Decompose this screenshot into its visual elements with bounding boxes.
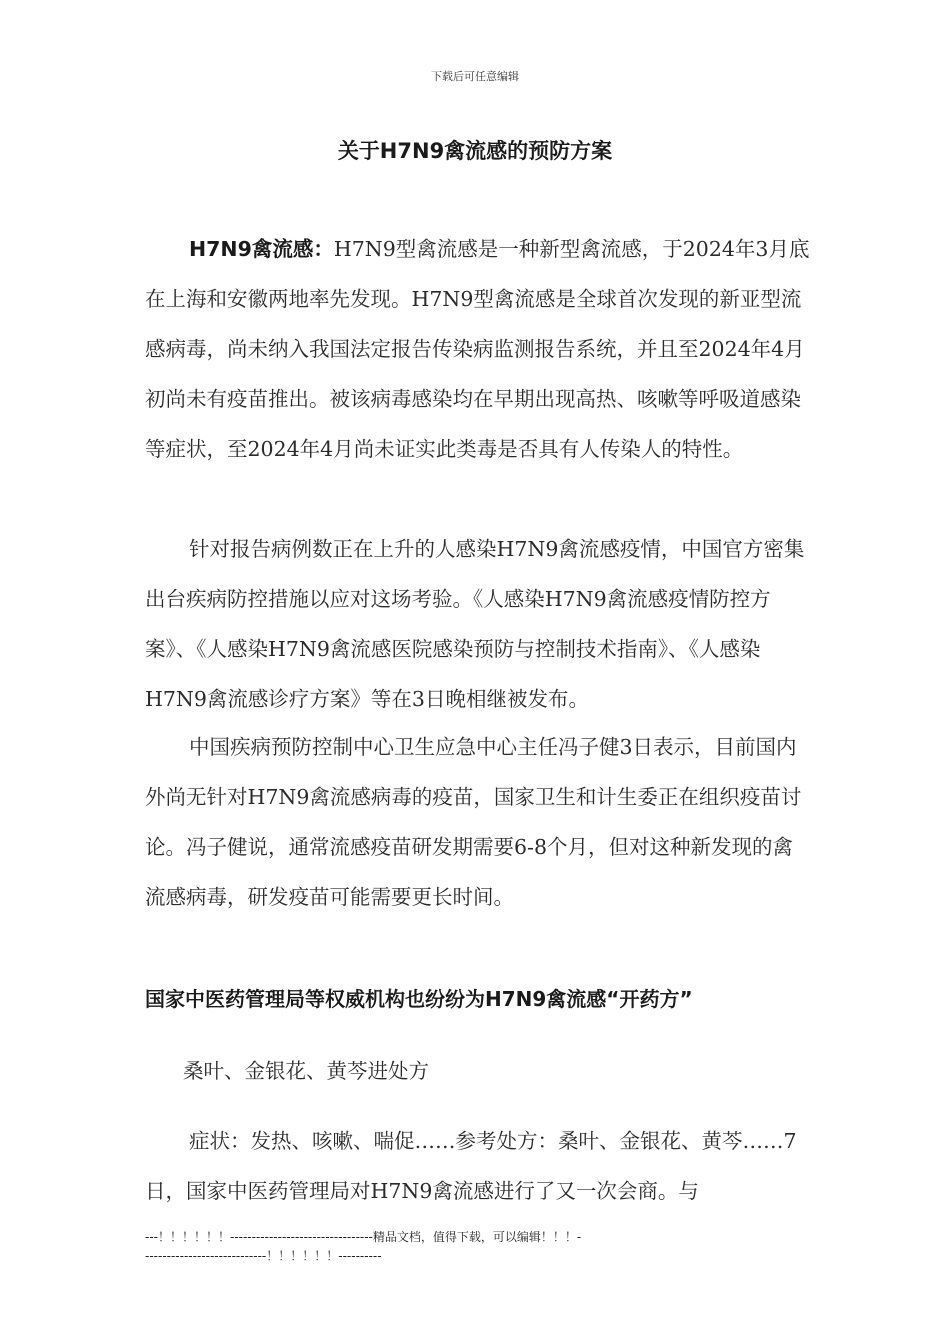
section-heading: 国家中医药管理局等权威机构也纷纷为H7N9禽流感“开药方”: [145, 987, 693, 1011]
header-note: 下载后可任意编辑: [431, 70, 519, 83]
paragraph-prescription: 症状：发热、咳嗽、喘促……参考处方：桑叶、金银花、黄芩……7日，国家中医药管理局对H7N9禽流感进行了又一次会商。与: [145, 1129, 797, 1203]
paragraph-intro-text: H7N9型禽流感是一种新型禽流感，于2024年3月底在上海和安徽两地率先发现。H7N9型禽流感是全球首次发现的新亚型流感病毒，尚未纳入我国法定报告传染病监测报告系统，并且至2024年4月初尚未有疫苗推出。被该病毒感染均在早期出现高热、咳嗽等呼吸道感染等症状，至2024年4月尚未证实此类毒是否具有人传染人的特性。: [145, 237, 810, 461]
footer-note: ---！！！！！！---------------------------------精品文档，值得下载，可以编辑！！！-----------------------------！！！！！！----------: [145, 1230, 582, 1263]
subheading: 桑叶、金银花、黄芩进处方: [183, 1059, 429, 1083]
document-title: 关于H7N9禽流感的预防方案: [337, 139, 613, 163]
paragraph-lead: H7N9禽流感：: [189, 237, 334, 261]
paragraph-vaccine: 中国疾病预防控制中心卫生应急中心主任冯子健3日表示，目前国内外尚无针对H7N9禽流感病毒的疫苗，国家卫生和计生委正在组织疫苗讨论。冯子健说，通常流感疫苗研发期需要6-8个月，但对这种新发现的禽流感病毒，研发疫苗可能需要更长时间。: [145, 735, 802, 909]
paragraph-measures: 针对报告病例数正在上升的人感染H7N9禽流感疫情，中国官方密集出台疾病防控措施以应对这场考验。《人感染H7N9禽流感疫情防控方案》、《人感染H7N9禽流感医院感染预防与控制技术指南》、《人感染H7N9禽流感诊疗方案》等在3日晚相继被发布。: [145, 537, 805, 711]
paragraph-intro: [145, 224, 813, 474]
